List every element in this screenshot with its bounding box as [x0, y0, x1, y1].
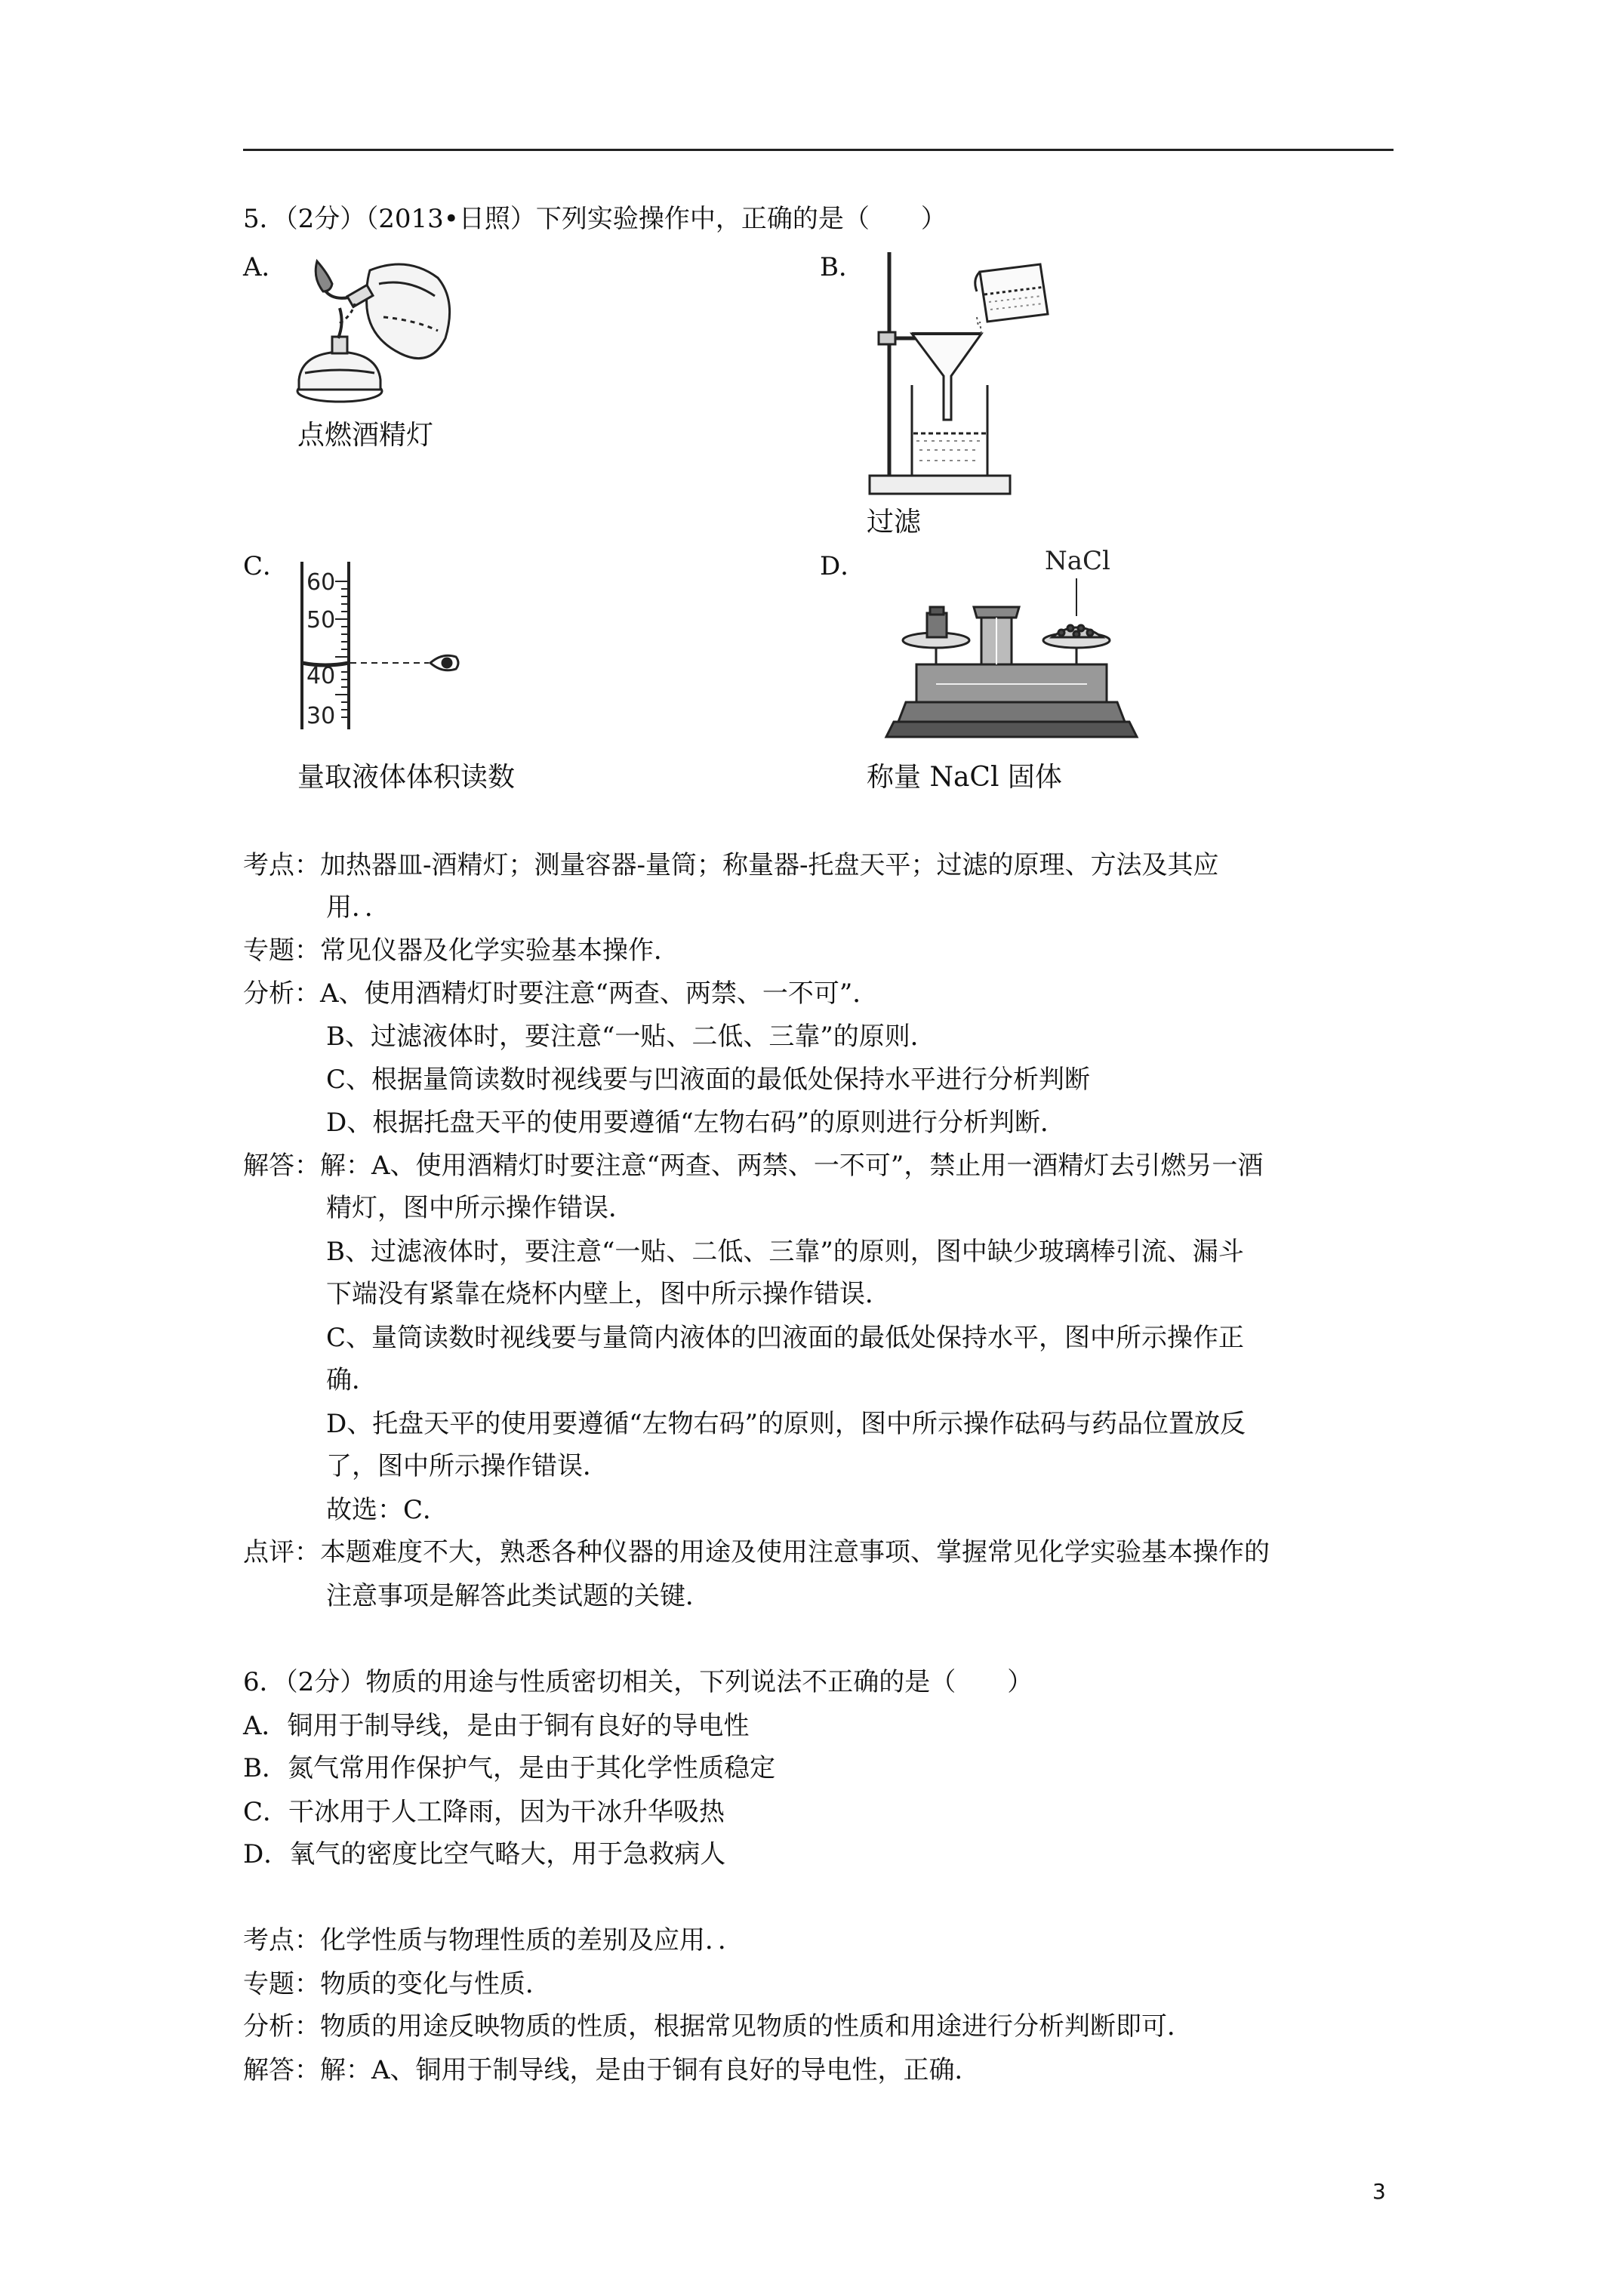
- cylinder-tick-40: 40: [306, 663, 336, 689]
- cylinder-tick-60: 60: [306, 569, 336, 596]
- q5-line-jieda-a-cont: 精灯，图中所示操作错误．: [326, 1193, 634, 1223]
- q5-line-kaodian-cont: 用．．: [326, 892, 390, 923]
- q6-option-b: B．氮气常用作保护气，是由于其化学性质稳定: [243, 1753, 775, 1783]
- q5-line-dianping: 点评：本题难度不大，熟悉各种仪器的用途及使用注意事项、掌握常见化学实验基本操作的: [243, 1537, 1270, 1567]
- q5-option-b-caption: 过滤: [867, 507, 922, 538]
- q5-line-zhuanti: 专题：常见仪器及化学实验基本操作．: [243, 935, 679, 966]
- balance-figure: [883, 544, 1140, 755]
- q6-option-d: D．氧气的密度比空气略大，用于急救病人: [243, 1839, 726, 1869]
- q5-line-kaodian: 考点：加热器皿-酒精灯；测量容器-量筒；称量器-托盘天平；过滤的原理、方法及其应: [243, 850, 1219, 880]
- q5-option-b-letter: B．: [820, 252, 864, 282]
- q5-line-jieda-b-cont: 下端没有紧靠在烧杯内壁上，图中所示操作错误．: [326, 1279, 891, 1309]
- q6-option-a: A．铜用于制导线，是由于铜有良好的导电性: [243, 1711, 750, 1741]
- q5-line-jieda-d-cont: 了，图中所示操作错误．: [326, 1451, 608, 1481]
- q5-option-a-caption: 点燃酒精灯: [297, 420, 434, 451]
- q5-line-fenxi: 分析：A、使用酒精灯时要注意“两查、两禁、一不可”．: [243, 978, 879, 1009]
- graduated-cylinder-figure: [296, 559, 470, 732]
- page-number: 3: [1372, 2179, 1386, 2204]
- q5-line-fenxi-d: D、根据托盘天平的使用要遵循“左物右码”的原则进行分析判断．: [326, 1108, 1067, 1138]
- q6-stem: 6．（2分）物质的用途与性质密切相关，下列说法不正确的是（ ）: [243, 1667, 1033, 1697]
- cylinder-tick-50: 50: [306, 607, 336, 633]
- header-rule: [243, 149, 1394, 151]
- q5-stem: 5．（2分）（2013•日照）下列实验操作中，正确的是（ ）: [243, 204, 947, 234]
- alcohol-lamp-lighting-figure: [294, 248, 460, 414]
- q5-line-fenxi-b: B、过滤液体时，要注意“一贴、二低、三靠”的原则．: [326, 1022, 936, 1052]
- q5-line-dianping-cont: 注意事项是解答此类试题的关键．: [326, 1581, 711, 1611]
- q6-line-jieda: 解答：解：A、铜用于制导线，是由于铜有良好的导电性，正确．: [243, 2055, 981, 2085]
- q5-line-jieda-c-cont: 确．: [326, 1365, 377, 1395]
- q5-line-jieda-c: C、量筒读数时视线要与量筒内液体的凹液面的最低处保持水平，图中所示操作正: [326, 1323, 1245, 1353]
- q6-option-c: C．干冰用于人工降雨，因为干冰升华吸热: [243, 1797, 725, 1827]
- q5-option-a-letter: A．: [243, 252, 288, 282]
- q5-line-jieda: 解答：解：A、使用酒精灯时要注意“两查、两禁、一不可”，禁止用一酒精灯去引燃另一酒: [243, 1151, 1264, 1181]
- q5-option-d-caption: 称量 NaCl 固体: [867, 762, 1062, 793]
- balance-nacl-label: NaCl: [1045, 546, 1110, 576]
- q6-line-fenxi: 分析：物质的用途反映物质的性质，根据常见物质的性质和用途进行分析判断即可．: [243, 2011, 1193, 2042]
- filtration-figure: [867, 249, 1055, 498]
- q5-line-jieda-d: D、托盘天平的使用要遵循“左物右码”的原则，图中所示操作砝码与药品位置放反: [326, 1409, 1246, 1439]
- q6-line-zhuanti: 专题：物质的变化与性质．: [243, 1969, 551, 1999]
- q6-line-kaodian: 考点：化学性质与物理性质的差别及应用．．: [243, 1925, 744, 1955]
- q5-line-fenxi-c: C、根据量筒读数时视线要与凹液面的最低处保持水平进行分析判断: [326, 1065, 1091, 1095]
- q5-option-d-letter: D．: [820, 551, 867, 581]
- cylinder-tick-30: 30: [306, 703, 336, 729]
- q5-option-c-letter: C．: [243, 551, 289, 581]
- q5-line-answer: 故选：C．: [326, 1495, 449, 1525]
- q5-option-c-caption: 量取液体体积读数: [297, 762, 516, 793]
- q5-line-jieda-b: B、过滤液体时，要注意“一贴、二低、三靠”的原则，图中缺少玻璃棒引流、漏斗: [326, 1237, 1244, 1267]
